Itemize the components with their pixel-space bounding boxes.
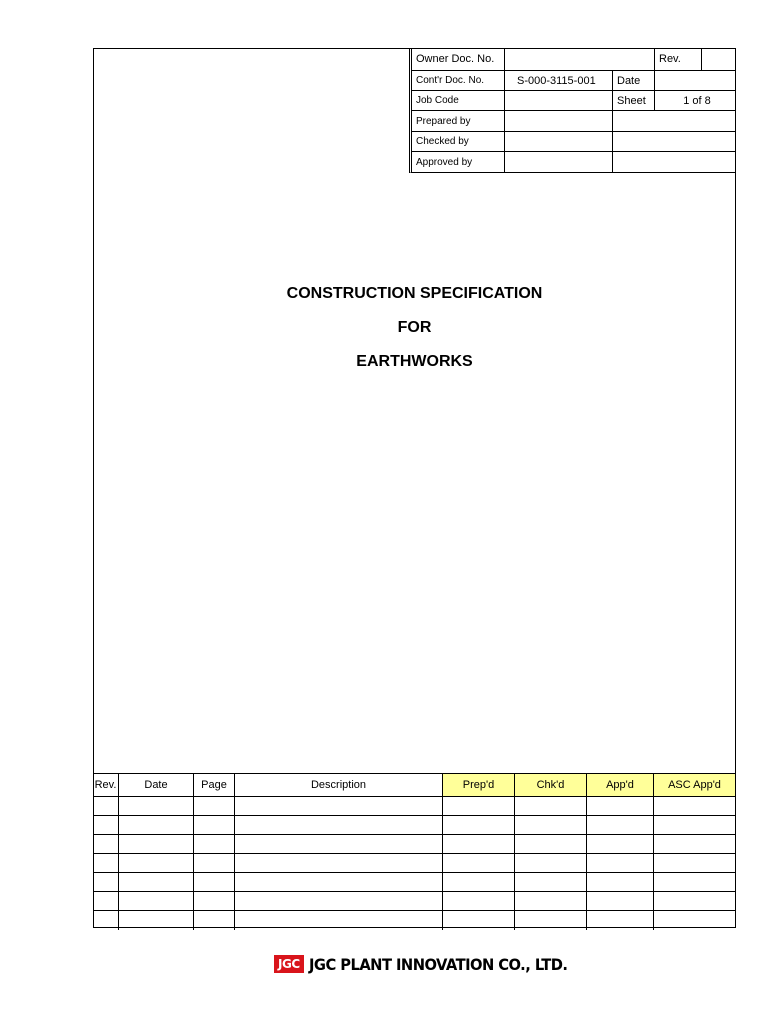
rev-value <box>701 48 739 70</box>
revision-cell-asc-appd <box>653 892 735 910</box>
owner-doc-row <box>412 48 736 71</box>
revision-cell-page <box>193 816 234 834</box>
revision-cell-asc-appd <box>653 835 735 853</box>
checked-by-row <box>412 132 736 152</box>
contr-doc-label: Cont'r Doc. No. <box>416 75 485 86</box>
prepared-by-date <box>612 111 739 131</box>
revision-cell-prepd <box>442 835 514 853</box>
revision-cell-page <box>193 835 234 853</box>
approved-by-label: Approved by <box>416 157 473 168</box>
title-line-3: EARTHWORKS <box>356 353 473 370</box>
owner-doc-label: Owner Doc. No. <box>416 53 495 65</box>
col-chkd-header: Chk'd <box>514 774 586 796</box>
revision-cell-asc-appd <box>653 816 735 834</box>
revision-cell-asc-appd <box>653 911 735 930</box>
revision-cell-page <box>193 873 234 891</box>
prepared-by-label: Prepared by <box>416 115 471 127</box>
revision-cell-page <box>193 797 234 815</box>
revision-cell-prepd <box>442 911 514 930</box>
col-rev-header: Rev. <box>94 779 117 791</box>
revision-cell-appd <box>586 854 653 872</box>
checked-by-date <box>612 132 739 151</box>
title-line-1: CONSTRUCTION SPECIFICATION <box>286 285 543 302</box>
document-info-block <box>409 48 736 173</box>
revision-cell-chkd <box>514 854 586 872</box>
revision-cell-prepd <box>442 797 514 815</box>
approved-by-date <box>612 152 739 173</box>
revision-cell-chkd <box>514 892 586 910</box>
revision-cell-rev <box>93 873 118 891</box>
prepared-by-row <box>412 111 736 132</box>
revision-cell-date <box>118 873 193 891</box>
revision-row <box>93 854 736 873</box>
sheet-label: Sheet <box>612 91 654 110</box>
title-line-2: FOR <box>397 319 432 336</box>
job-code-value <box>504 91 612 110</box>
date-value <box>654 71 739 90</box>
revision-cell-appd <box>586 835 653 853</box>
revision-cell-date <box>118 911 193 930</box>
col-page-header: Page <box>193 774 234 796</box>
approved-by-row <box>412 152 736 173</box>
revision-row <box>93 873 736 892</box>
revision-cell-rev <box>93 816 118 834</box>
revision-cell-date <box>118 854 193 872</box>
revision-cell-chkd <box>514 873 586 891</box>
revision-cell-description <box>234 892 442 910</box>
contr-doc-row <box>412 71 736 91</box>
approved-by-value <box>504 152 612 173</box>
revision-cell-description <box>234 835 442 853</box>
revision-cell-page <box>193 911 234 930</box>
revision-cell-rev <box>93 854 118 872</box>
col-description-header: Description <box>234 774 442 796</box>
job-code-row <box>412 91 736 111</box>
revision-cell-asc-appd <box>653 854 735 872</box>
revision-cell-asc-appd <box>653 873 735 891</box>
revision-row <box>93 911 736 930</box>
revision-cell-page <box>193 892 234 910</box>
revision-cell-rev <box>93 835 118 853</box>
col-asc-appd-header: ASC App'd <box>653 774 735 796</box>
date-label: Date <box>612 71 654 90</box>
checked-by-value <box>504 132 612 151</box>
revision-cell-appd <box>586 816 653 834</box>
revision-cell-prepd <box>442 873 514 891</box>
revision-cell-prepd <box>442 854 514 872</box>
job-code-label: Job Code <box>416 95 459 106</box>
prepared-by-value <box>504 111 612 131</box>
revision-cell-rev <box>93 911 118 930</box>
revision-cell-chkd <box>514 816 586 834</box>
revision-cell-page <box>193 854 234 872</box>
revision-cell-chkd <box>514 835 586 853</box>
checked-by-label: Checked by <box>416 136 469 147</box>
revision-cell-description <box>234 854 442 872</box>
jgc-logo-badge: JGC <box>274 955 304 973</box>
revision-table <box>93 773 736 928</box>
rev-label: Rev. <box>654 48 701 70</box>
revision-cell-date <box>118 835 193 853</box>
revision-row <box>93 797 736 816</box>
revision-table-header <box>93 774 736 797</box>
revision-cell-asc-appd <box>653 797 735 815</box>
contr-doc-value: S-000-3115-001 <box>504 71 612 90</box>
sheet-value: 1 of 8 <box>654 91 739 110</box>
revision-cell-description <box>234 911 442 930</box>
revision-cell-description <box>234 816 442 834</box>
revision-cell-prepd <box>442 816 514 834</box>
revision-cell-appd <box>586 892 653 910</box>
col-prepd-header: Prep'd <box>442 774 514 796</box>
company-name: JGC PLANT INNOVATION CO., LTD. <box>308 954 568 974</box>
revision-cell-chkd <box>514 797 586 815</box>
revision-cell-rev <box>93 797 118 815</box>
revision-cell-appd <box>586 873 653 891</box>
col-appd-header: App'd <box>586 774 653 796</box>
company-logo <box>274 954 590 974</box>
revision-cell-chkd <box>514 911 586 930</box>
revision-cell-appd <box>586 911 653 930</box>
revision-cell-date <box>118 797 193 815</box>
revision-cell-date <box>118 892 193 910</box>
revision-cell-prepd <box>442 892 514 910</box>
revision-cell-description <box>234 797 442 815</box>
owner-doc-value <box>504 48 654 70</box>
revision-row <box>93 816 736 835</box>
revision-cell-appd <box>586 797 653 815</box>
col-date-header: Date <box>118 774 193 796</box>
revision-cell-date <box>118 816 193 834</box>
revision-cell-rev <box>93 892 118 910</box>
revision-cell-description <box>234 873 442 891</box>
revision-row <box>93 835 736 854</box>
revision-row <box>93 892 736 911</box>
